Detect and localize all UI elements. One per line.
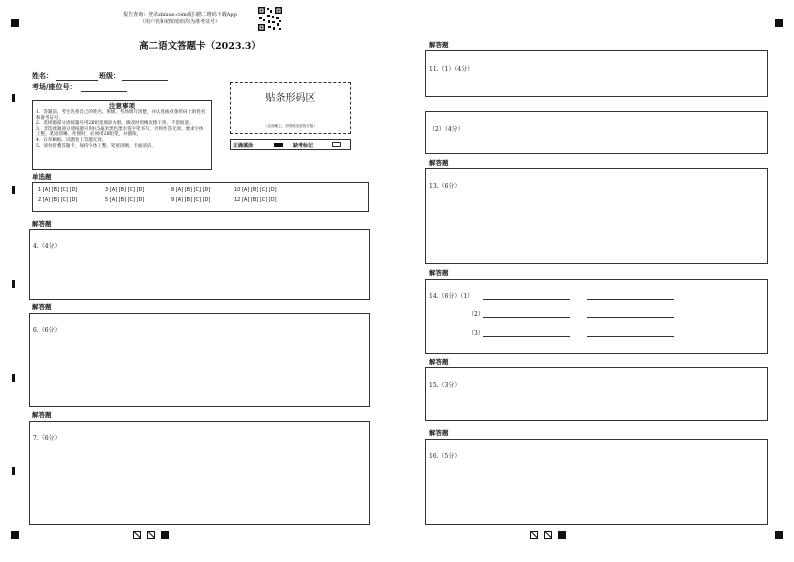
choice-option[interactable]: 9 [A] [B] [C] [D] [171, 197, 211, 203]
corner-mark [11, 531, 19, 539]
blank-line[interactable] [587, 336, 674, 337]
class-label: 班级： [99, 71, 120, 80]
question-label: 11.（1）（4分） [429, 66, 474, 73]
choice-option[interactable]: 1 [A] [B] [C] [D] [38, 187, 78, 193]
corner-mark [775, 531, 783, 539]
choice-option[interactable]: 3 [A] [B] [C] [D] [105, 187, 145, 193]
notice-item: 2．选择题部分请按题号用2B铅笔填涂方框，修改时用橡皮擦干净，不留痕迹。 [36, 121, 194, 127]
answer-box-q15[interactable] [425, 367, 768, 421]
notice-item: 4．在草稿纸、试题卷上答题无效。 [36, 137, 107, 143]
room-label: 考场/座位号： [32, 82, 77, 91]
answer-section-title: 解答题 [429, 429, 449, 437]
page-marker-icon [558, 531, 566, 539]
choice-option[interactable]: 12 [A] [B] [C] [D] [234, 197, 277, 203]
barcode-hint: （正面朝上，切勿贴出虚线方框） [264, 124, 317, 128]
answer-section-title: 解答题 [429, 41, 449, 49]
choice-option[interactable]: 8 [A] [B] [C] [D] [171, 187, 211, 193]
timing-mark [12, 374, 15, 382]
blank-line[interactable] [587, 299, 674, 300]
blank-line[interactable] [483, 299, 570, 300]
qr-code-icon [257, 6, 283, 32]
name-label: 姓名： [32, 71, 53, 80]
question-label: （2）（4分） [429, 126, 464, 133]
answer-box-q16[interactable] [425, 439, 768, 525]
absent-mark-label: 缺考标记 [293, 143, 314, 149]
report-notice-line1: 报告查询：登录zhixue.com或扫描二维码下载App [123, 12, 237, 18]
notice-box [32, 100, 212, 170]
notice-title: 注意事项 [109, 102, 135, 110]
blank-line[interactable] [483, 317, 570, 318]
answer-section-title: 解答题 [32, 220, 52, 228]
answer-box-q11[interactable] [425, 50, 768, 97]
answer-box-q13[interactable] [425, 168, 768, 264]
question-label: （3） [468, 330, 484, 337]
answer-section-title: 解答题 [32, 411, 52, 419]
class-field[interactable] [122, 80, 168, 81]
report-notice-line2: （用户名和初始密码均为准考证号） [139, 18, 220, 25]
question-label: 13.（6分） [429, 183, 461, 190]
choice-option[interactable]: 2 [A] [B] [C] [D] [38, 197, 78, 203]
answer-section-title: 解答题 [32, 303, 52, 311]
room-field[interactable] [81, 91, 127, 92]
answer-box-q6[interactable] [29, 313, 370, 407]
fill-sample-box [230, 139, 351, 150]
choice-option[interactable]: 10 [A] [B] [C] [D] [234, 187, 277, 193]
answer-box-q4[interactable] [29, 229, 370, 300]
answer-box-q14[interactable] [425, 279, 768, 354]
barcode-title: 贴条形码区 [265, 93, 316, 104]
question-label: 14.（6分）（1） [429, 293, 474, 300]
correct-fill-sample [274, 143, 283, 147]
timing-mark [12, 467, 15, 475]
choice-section-title: 单选题 [32, 173, 52, 181]
choice-option[interactable]: 5 [A] [B] [C] [D] [105, 197, 145, 203]
corner-mark [775, 19, 783, 27]
page-marker-icon [530, 531, 538, 539]
page-title: 高二语文答题卡（2023.3） [139, 41, 261, 52]
question-label: 4.（4分） [33, 243, 61, 250]
question-label: 16.（5分） [429, 453, 461, 460]
answer-section-title: 解答题 [429, 269, 449, 277]
answer-section-title: 解答题 [429, 358, 449, 366]
corner-mark [11, 19, 19, 27]
page-marker-icon [133, 531, 141, 539]
question-label: （2） [468, 311, 484, 318]
blank-line[interactable] [483, 336, 570, 337]
notice-item: 1．答题前，考生先将自己的姓名、班级、考场填写清楚，并认真核对条形码上的姓名和准考证号。 [36, 110, 206, 121]
question-label: 6.（6分） [33, 327, 61, 334]
timing-mark [12, 186, 15, 194]
page-marker-icon [161, 531, 169, 539]
report-notice [105, 12, 255, 25]
absent-mark-box[interactable] [332, 142, 341, 147]
timing-mark [12, 280, 15, 288]
timing-mark [12, 94, 15, 102]
correct-fill-label: 正确填涂 [233, 143, 254, 149]
answer-box-q11-2[interactable] [425, 111, 768, 154]
question-label: 7.（6分） [33, 435, 61, 442]
choice-box [32, 182, 369, 212]
notice-item: 5．请勿折叠答题卡，保持字体工整、笔迹清晰，卡面清洁。 [36, 143, 156, 149]
blank-line[interactable] [587, 317, 674, 318]
page-marker-icon [544, 531, 552, 539]
answer-section-title: 解答题 [429, 159, 449, 167]
answer-box-q7[interactable] [29, 421, 370, 525]
name-field[interactable] [56, 80, 98, 81]
barcode-area [230, 82, 351, 134]
notice-item: 3．非选择题部分请按题号用0.5毫米黑色墨水签字笔书写，否则作答无效。要求字体工整、笔迹清晰。作图时，必须用2B铅笔，并描浓。 [36, 126, 204, 138]
page-marker-icon [147, 531, 155, 539]
question-label: 15.（3分） [429, 382, 461, 389]
